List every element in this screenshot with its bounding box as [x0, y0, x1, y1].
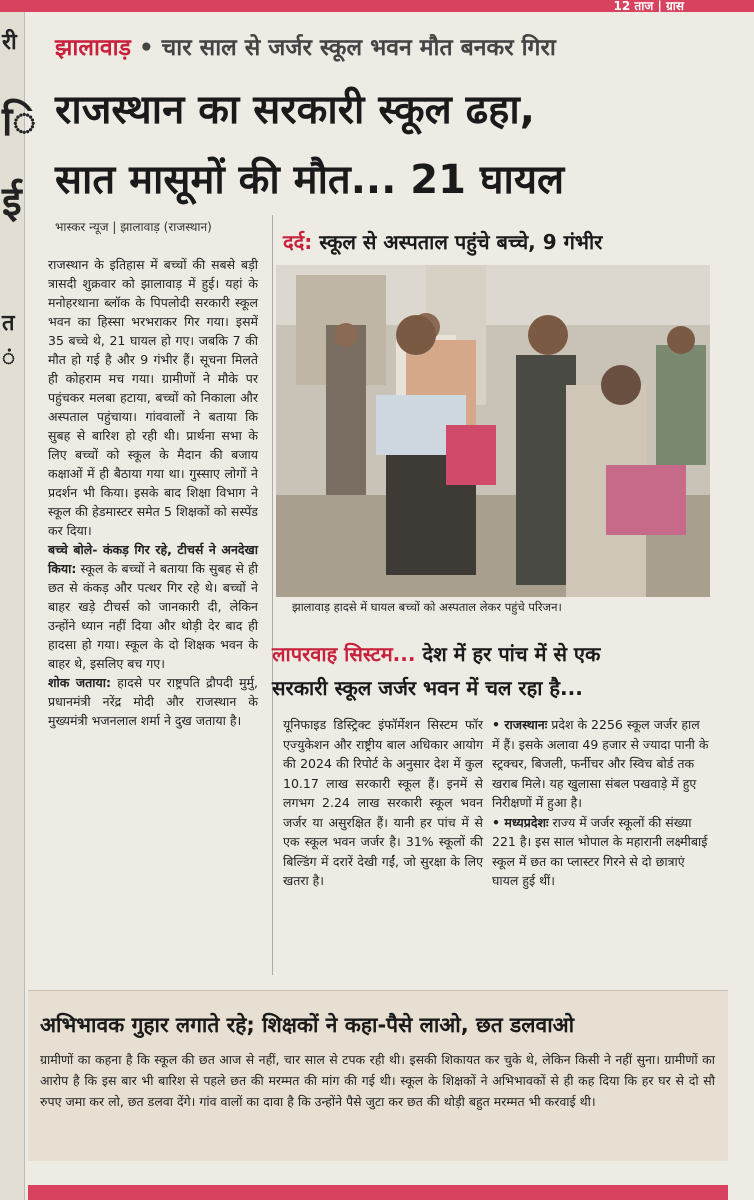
paragraph-text: राज्य में जर्जर स्कूलों की संख्या 221 है। इस साल भोपाल के महारानी लक्ष्मीबाई स्कूल में छत का प्लास्टर गिरने से दो छात्राएं घायल हुई थीं।	[492, 814, 708, 888]
hospital-photo-illustration	[276, 265, 710, 597]
left-fragment: त	[2, 311, 15, 336]
byline: भास्कर न्यूज | झालावाड़ (राजस्थान)	[55, 220, 212, 234]
story-paragraph	[492, 715, 710, 813]
kicker-text: चार साल से जर्जर स्कूल भवन मौत बनकर गिरा	[161, 35, 556, 61]
story-paragraph	[48, 673, 258, 730]
bottom-story-title: अभिभावक गुहार लगाते रहे; शिक्षकों ने कहा-पैसे लाओ, छत डलवाओ	[40, 1013, 575, 1037]
kicker-line	[55, 30, 556, 62]
system-story-col-1	[283, 715, 483, 891]
paragraph-text: हादसे पर राष्ट्रपति द्रौपदी मुर्मु, प्रधानमंत्री नरेंद्र मोदी और राजस्थान के मुख्यमंत्री भजनलाल शर्मा ने दुख जताया है।	[48, 675, 258, 728]
story-paragraph: यूनिफाइड डिस्ट्रिक्ट इंफॉर्मेशन सिस्टम फॉर एज्युकेशन और राष्ट्रीय बाल अधिकार आयोग की 2024 की रिपोर्ट के अनुसार देश में कुल 10.17 लाख सरकारी स्कूल हैं। इनमें से लगभग 2.24 लाख सरकारी स्कूल भवन जर्जर या असुरक्षित हैं। यानी हर पांच में से एक स्कूल भवन जर्जर है। 31% स्कूलों की बिल्डिंग में दरारें देखी गईं, जो सुरक्षा के लिए खतरा है।	[283, 717, 483, 888]
system-subheading-line-2: सरकारी स्कूल जर्जर भवन में चल रहा है...	[272, 676, 583, 700]
photo-subheading	[283, 228, 602, 255]
paragraph-text: स्कूल के बच्चों ने बताया कि सुबह से ही छत से कंकड़ और पत्थर गिर रहे थे। बच्चों ने बाहर खड़े टीचर्स को जानकारी दी, लेकिन उन्होंने ध्यान नहीं दिया और थोड़ी देर बाद ही हादसा हो गया। स्कूल के दो शिक्षक भवन के बाहर थे, इसलिए बच गए।	[48, 561, 258, 671]
top-strip-text: 12 ताज | ग्रास	[613, 0, 684, 13]
kicker-place: झालावाड़	[55, 35, 131, 61]
paragraph-lead: शोक जताया:	[48, 675, 112, 690]
left-fragment: ि	[2, 99, 37, 145]
bottom-story-body	[40, 1049, 715, 1112]
photo-caption: झालावाड़ हादसे में घायल बच्चों को अस्पताल लेकर पहुंचे परिजन।	[292, 600, 562, 614]
hospital-photo	[276, 265, 710, 597]
left-fragment: ं	[2, 346, 16, 371]
headline-line-2: सात मासूमों की मौत... 21 घायल	[55, 157, 565, 203]
story-paragraph: ग्रामीणों का कहना है कि स्कूल की छत आज से नहीं, चार साल से टपक रही थी। इसकी शिकायत कर चुके थे, लेकिन किसी ने नहीं सुना। ग्रामीणों का आरोप है कि इस बार भी बारिश से पहले छत की मरम्मत की मांग की गई थी। स्कूल के शिक्षकों ने अभिभावकों से ही कह दिया कि हर घर से दो सौ रुपए जमा कर लो, छत डलवा देंगे। गांव वालों का दावा है कि उन्होंने पैसे जुटा कर छत की थोड़ी बहुत मरम्मत भी करवाई थी।	[40, 1052, 715, 1109]
subheading-text: देश में हर पांच में से एक	[415, 642, 601, 666]
kicker-dot: •	[130, 35, 162, 61]
story-paragraph	[492, 813, 710, 891]
story-paragraph: राजस्थान के इतिहास में बच्चों की सबसे बड़ी त्रासदी शुक्रवार को झालावाड़ में हुई। यहां के मनोहरथाना ब्लॉक के पिपलोदी सरकारी स्कूल भवन का हिस्सा भरभराकर गिर गया। इसमें 35 बच्चे थे, 21 घायल हो गए। जबकि 7 की मौत हो गई है और 9 गंभीर हैं। सूचना मिलते ही कोहराम मच गया। ग्रामीणों ने मौके पर पहुंचकर मलबा हटाया, बच्चों को निकाला और अस्पताल पहुंचाया। गांववालों ने बताया कि सुबह से बारिश हो रही थी। प्रार्थना सभा के लिए बच्चों को स्कूल के मैदान की बजाय कक्षाओं में ही बैठाया गया था। गुस्साए लोगों ने प्रदर्शन भी किया। इसके बाद शिक्षा विभाग ने स्कूल की हेडमास्टर समेत 5 शिक्षकों को सस्पेंड कर दिया।	[48, 257, 258, 538]
system-story-col-2	[492, 715, 710, 891]
subheading-red: लापरवाह सिस्टम...	[272, 642, 416, 666]
left-fragment: री	[2, 30, 17, 55]
left-fragment: ई	[2, 179, 22, 225]
paragraph-lead: • मध्यप्रदेशः	[492, 814, 549, 830]
headline-line-1: राजस्थान का सरकारी स्कूल ढहा,	[55, 87, 535, 133]
story-paragraph	[48, 540, 258, 673]
paragraph-lead: • राजस्थानः	[492, 717, 548, 732]
subheading-red: दर्द:	[283, 230, 313, 254]
paragraph-text: प्रदेश के 2256 स्कूल जर्जर हाल में हैं। इसके अलावा 49 हजार से ज्यादा पानी के स्ट्रक्चर, बिजली, फर्नीचर और स्विच बोर्ड तक खराब मिले। यह खुलासा संबल पखवाड़े में हुए निरीक्षणों में हुआ है।	[492, 717, 709, 810]
subheading-text: स्कूल से अस्पताल पहुंचे बच्चे, 9 गंभीर	[312, 230, 603, 254]
top-color-strip	[0, 0, 754, 12]
bottom-story-box	[28, 990, 728, 1161]
left-adjacent-column	[0, 12, 37, 1200]
bottom-color-strip	[28, 1185, 728, 1200]
column-divider	[272, 215, 273, 975]
paragraph-lead: बच्चे बोले- कंकड़ गिर रहे, टीचर्स ने अनदेखा किया:	[48, 542, 258, 576]
left-story-body	[48, 255, 258, 730]
system-subheading-line-1	[272, 640, 600, 667]
